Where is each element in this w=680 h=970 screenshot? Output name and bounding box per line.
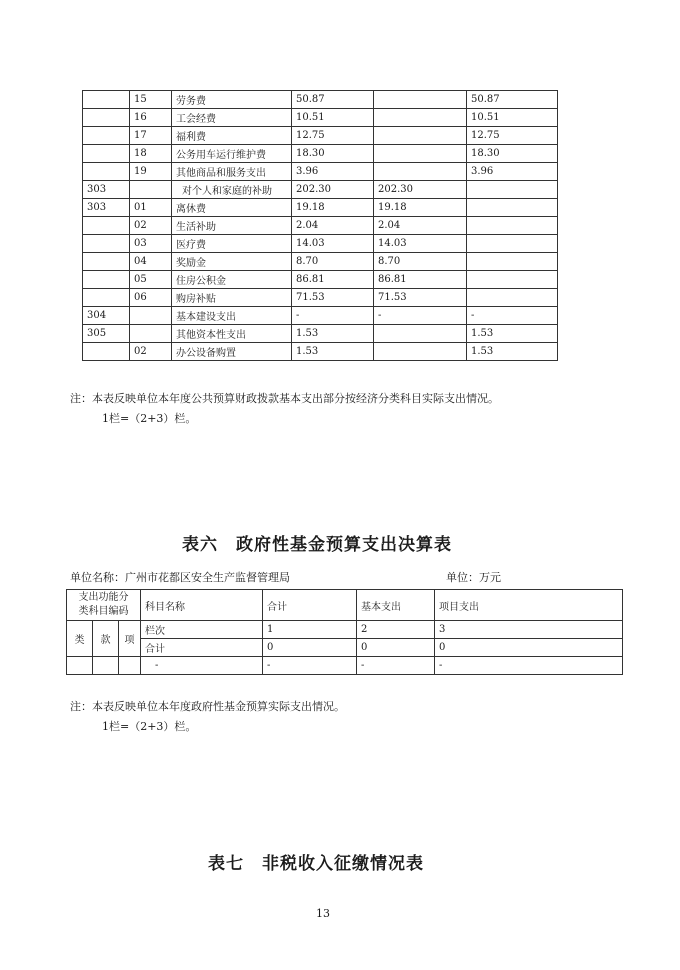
table-row <box>67 657 623 675</box>
table-cell: 15 <box>130 91 172 109</box>
table-cell: - <box>357 657 435 675</box>
table-cell: 304 <box>83 307 130 325</box>
table-cell <box>93 657 119 675</box>
table-row <box>83 145 558 163</box>
table-row <box>83 127 558 145</box>
table-cell <box>83 235 130 253</box>
table-cell: 福利费 <box>172 127 292 145</box>
table-cell: 18.30 <box>467 145 558 163</box>
table-cell: 50.87 <box>467 91 558 109</box>
table-cell: 基本建设支出 <box>172 307 292 325</box>
table-cell: 1.53 <box>467 325 558 343</box>
table-cell: - <box>467 307 558 325</box>
table-cell: 3 <box>435 621 623 639</box>
table-cell: 其他商品和服务支出 <box>172 163 292 181</box>
table-cell: 06 <box>130 289 172 307</box>
table-cell: 12.75 <box>467 127 558 145</box>
table-cell: 工会经费 <box>172 109 292 127</box>
table-cell <box>374 145 467 163</box>
table-row <box>83 307 558 325</box>
table-cell: 02 <box>130 343 172 361</box>
table-cell: 86.81 <box>292 271 374 289</box>
table-cell <box>83 127 130 145</box>
table7-title: 表七 非税收入征缴情况表 <box>208 854 424 874</box>
table-cell <box>374 127 467 145</box>
table-cell: 303 <box>83 199 130 217</box>
table-cell <box>467 289 558 307</box>
table-cell <box>467 253 558 271</box>
table-cell: 栏次 <box>141 621 263 639</box>
table-cell <box>83 91 130 109</box>
table-cell <box>467 271 558 289</box>
table-row <box>67 639 623 657</box>
table-cell: 公务用车运行维护费 <box>172 145 292 163</box>
table-row <box>83 109 558 127</box>
table-cell <box>130 325 172 343</box>
table-cell: 05 <box>130 271 172 289</box>
table-cell <box>83 271 130 289</box>
government-fund-table <box>66 589 623 675</box>
table-cell <box>119 657 141 675</box>
table-cell: 8.70 <box>374 253 467 271</box>
table-cell: - <box>141 657 263 675</box>
table-cell: 离休费 <box>172 199 292 217</box>
table-cell: 2 <box>357 621 435 639</box>
table-cell: 03 <box>130 235 172 253</box>
table-row <box>83 343 558 361</box>
table-cell: - <box>435 657 623 675</box>
table6-title: 表六 政府性基金预算支出决算表 <box>182 535 452 555</box>
table-cell <box>83 217 130 235</box>
table-row <box>83 91 558 109</box>
table-row <box>67 621 623 639</box>
table-cell: 19.18 <box>374 199 467 217</box>
table-cell: 住房公积金 <box>172 271 292 289</box>
table-cell: 0 <box>357 639 435 657</box>
table-cell: 劳务费 <box>172 91 292 109</box>
table-cell <box>374 343 467 361</box>
table-cell <box>374 109 467 127</box>
table-cell <box>83 163 130 181</box>
table-row <box>83 235 558 253</box>
table-row <box>83 199 558 217</box>
table6-note: 注：本表反映单位本年度政府性基金预算实际支出情况。 <box>70 700 345 713</box>
table-cell <box>467 181 558 199</box>
table-cell <box>83 289 130 307</box>
table-cell: 对个人和家庭的补助 <box>172 181 292 199</box>
xiang-header: 项 <box>119 621 141 657</box>
table-cell: 0 <box>263 639 357 657</box>
table-cell: 202.30 <box>292 181 374 199</box>
table-cell: 19.18 <box>292 199 374 217</box>
table-cell: - <box>374 307 467 325</box>
table-cell: 生活补助 <box>172 217 292 235</box>
table-cell: 1.53 <box>467 343 558 361</box>
table-row <box>83 217 558 235</box>
unit-label: 单位：万元 <box>446 571 501 584</box>
table-cell: 办公设备购置 <box>172 343 292 361</box>
table-cell: 16 <box>130 109 172 127</box>
table-row <box>83 289 558 307</box>
table-cell: 04 <box>130 253 172 271</box>
table-row <box>83 163 558 181</box>
table-cell: 305 <box>83 325 130 343</box>
table-cell: 50.87 <box>292 91 374 109</box>
table-cell <box>83 253 130 271</box>
table-cell <box>83 109 130 127</box>
table-row <box>83 253 558 271</box>
table-cell: 10.51 <box>467 109 558 127</box>
total-header: 合计 <box>263 590 357 621</box>
table-cell: 18 <box>130 145 172 163</box>
table-cell: 14.03 <box>292 235 374 253</box>
expenditure-table <box>82 90 558 361</box>
table-cell: 14.03 <box>374 235 467 253</box>
table-cell <box>130 307 172 325</box>
table5-note: 注：本表反映单位本年度公共预算财政拨款基本支出部分按经济分类科目实际支出情况。 <box>70 392 499 405</box>
table-cell <box>83 145 130 163</box>
table-cell: 购房补贴 <box>172 289 292 307</box>
table-cell: 02 <box>130 217 172 235</box>
table-cell: 合计 <box>141 639 263 657</box>
table-row <box>83 325 558 343</box>
subject-header: 科目名称 <box>141 590 263 621</box>
table-cell: 202.30 <box>374 181 467 199</box>
project-header: 项目支出 <box>435 590 623 621</box>
table-row <box>83 181 558 199</box>
kuan-header: 款 <box>93 621 119 657</box>
table6-formula: 1栏=（2+3）栏。 <box>102 720 197 733</box>
table-cell: 18.30 <box>292 145 374 163</box>
table-cell: 8.70 <box>292 253 374 271</box>
unit-name: 单位名称：广州市花都区安全生产监督管理局 <box>70 571 290 584</box>
table-cell: - <box>292 307 374 325</box>
table-cell: 0 <box>435 639 623 657</box>
table5-formula: 1栏=（2+3）栏。 <box>102 412 197 425</box>
table-cell: 10.51 <box>292 109 374 127</box>
table-cell: 71.53 <box>292 289 374 307</box>
table-cell <box>374 325 467 343</box>
table-cell: - <box>263 657 357 675</box>
table-cell <box>130 181 172 199</box>
table-cell: 2.04 <box>292 217 374 235</box>
table-cell: 17 <box>130 127 172 145</box>
table-cell <box>467 235 558 253</box>
table-cell: 1 <box>263 621 357 639</box>
table-cell <box>67 657 93 675</box>
table-header-row <box>67 590 623 621</box>
table-cell <box>467 199 558 217</box>
table-cell: 19 <box>130 163 172 181</box>
table-cell: 1.53 <box>292 343 374 361</box>
table-cell <box>374 163 467 181</box>
table-cell <box>467 217 558 235</box>
func-code-header: 支出功能分 类科目编码 <box>67 590 141 621</box>
table-cell: 303 <box>83 181 130 199</box>
table-cell: 医疗费 <box>172 235 292 253</box>
table-cell: 01 <box>130 199 172 217</box>
table-cell <box>83 343 130 361</box>
table-cell: 2.04 <box>374 217 467 235</box>
table-cell: 奖励金 <box>172 253 292 271</box>
table-cell: 86.81 <box>374 271 467 289</box>
lei-header: 类 <box>67 621 93 657</box>
basic-header: 基本支出 <box>357 590 435 621</box>
table-cell <box>374 91 467 109</box>
table-cell: 其他资本性支出 <box>172 325 292 343</box>
page-number: 13 <box>316 907 330 920</box>
table-cell: 3.96 <box>467 163 558 181</box>
table-cell: 12.75 <box>292 127 374 145</box>
table-row <box>83 271 558 289</box>
table-cell: 3.96 <box>292 163 374 181</box>
table-cell: 71.53 <box>374 289 467 307</box>
table-cell: 1.53 <box>292 325 374 343</box>
